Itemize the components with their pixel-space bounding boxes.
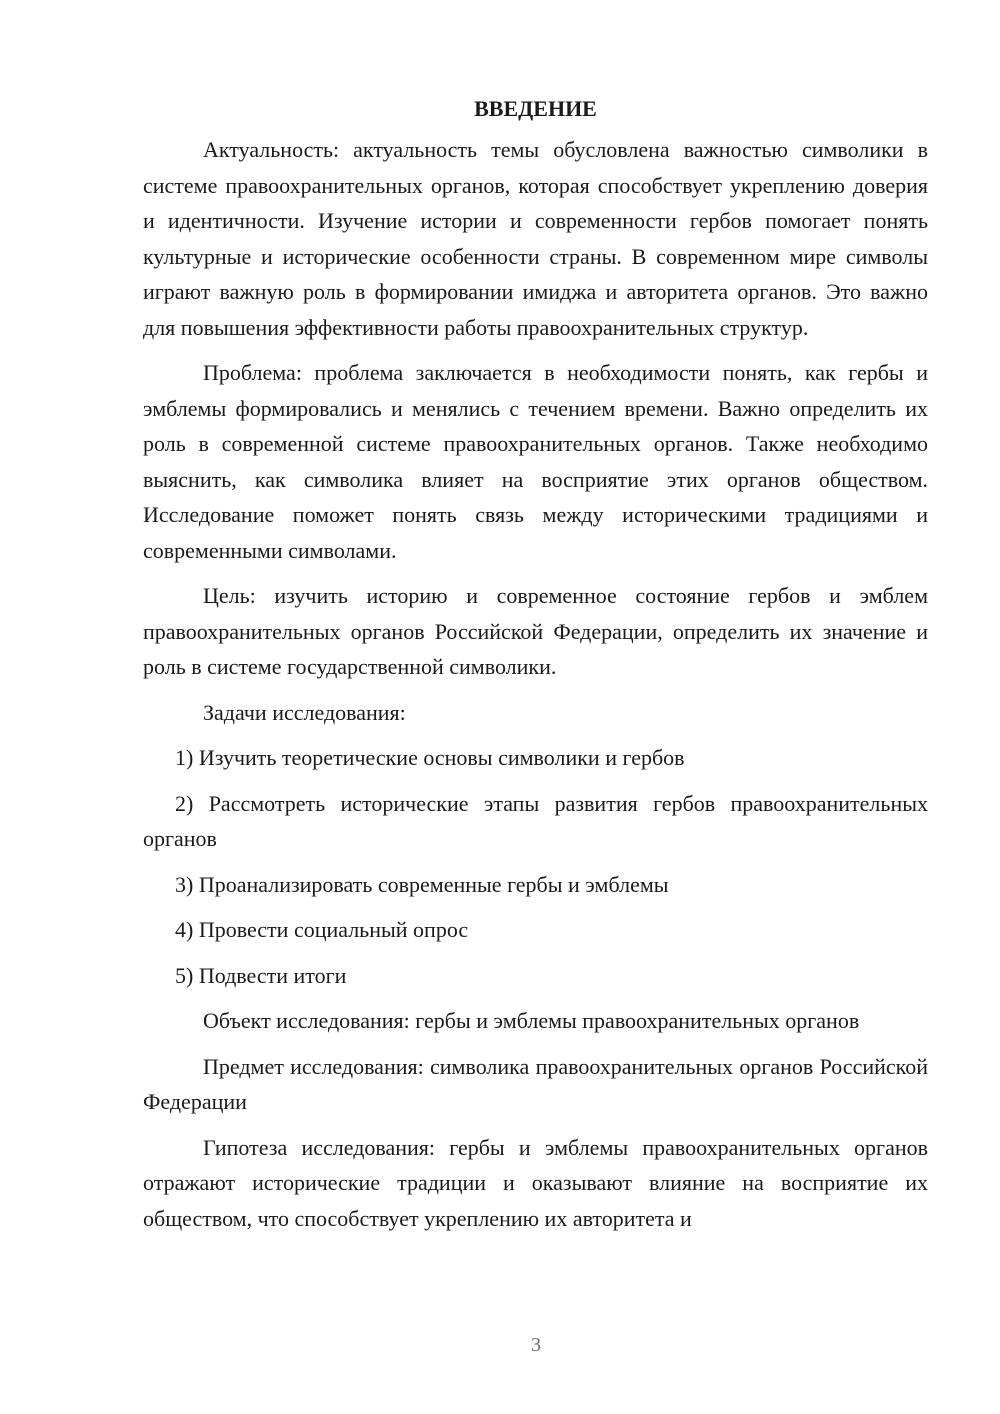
paragraph-goal: Цель: изучить историю и современное состояние гербов и эмблем правоохранительных органов Российской Федерации, определить их значение и роль в системе государственной символики.	[143, 583, 928, 679]
task-item-3: 3) Проанализировать современные гербы и эмблемы	[175, 871, 669, 897]
document-page	[143, 94, 928, 1246]
section-heading: ВВЕДЕНИЕ	[474, 96, 597, 121]
task-item-5: 5) Подвести итоги	[175, 962, 347, 988]
paragraph-relevance: Актуальность: актуальность темы обусловлена важностью символики в системе правоохранительных органов, которая способствует укреплению доверия и идентичности. Изучение истории и современности гербов помогает понять культурные и исторические особенности страны. В современном мире символы играют важную роль в формировании имиджа и авторитета органов. Это важно для повышения эффективности работы правоохранительных структур.	[143, 137, 928, 340]
task-item-4: 4) Провести социальный опрос	[175, 917, 469, 942]
task-item-2: 2) Рассмотреть исторические этапы развития гербов правоохранительных органов	[143, 790, 928, 851]
paragraph-object: Объект исследования: гербы и эмблемы правоохранительных органов	[203, 1008, 860, 1033]
task-item-1: 1) Изучить теоретические основы символики и гербов	[175, 745, 685, 770]
paragraph-subject: Предмет исследования: символика правоохранительных органов Российской Федерации	[143, 1053, 928, 1114]
tasks-heading: Задачи исследования:	[203, 699, 406, 725]
paragraph-hypothesis: Гипотеза исследования: гербы и эмблемы правоохранительных органов отражают исторические традиции и оказывают влияние на восприятие их обществом, что способствует укреплению их авторитета и	[143, 1134, 928, 1231]
page-number: 3	[531, 1334, 541, 1356]
paragraph-problem: Проблема: проблема заключается в необходимости понять, как гербы и эмблемы формировались и менялись с течением времени. Важно определить их роль в современной системе правоохранительных органов. Также необходимо выяснить, как символика влияет на восприятие этих органов обществом. Исследование поможет понять связь между историческими традициями и современными символами.	[143, 360, 928, 563]
